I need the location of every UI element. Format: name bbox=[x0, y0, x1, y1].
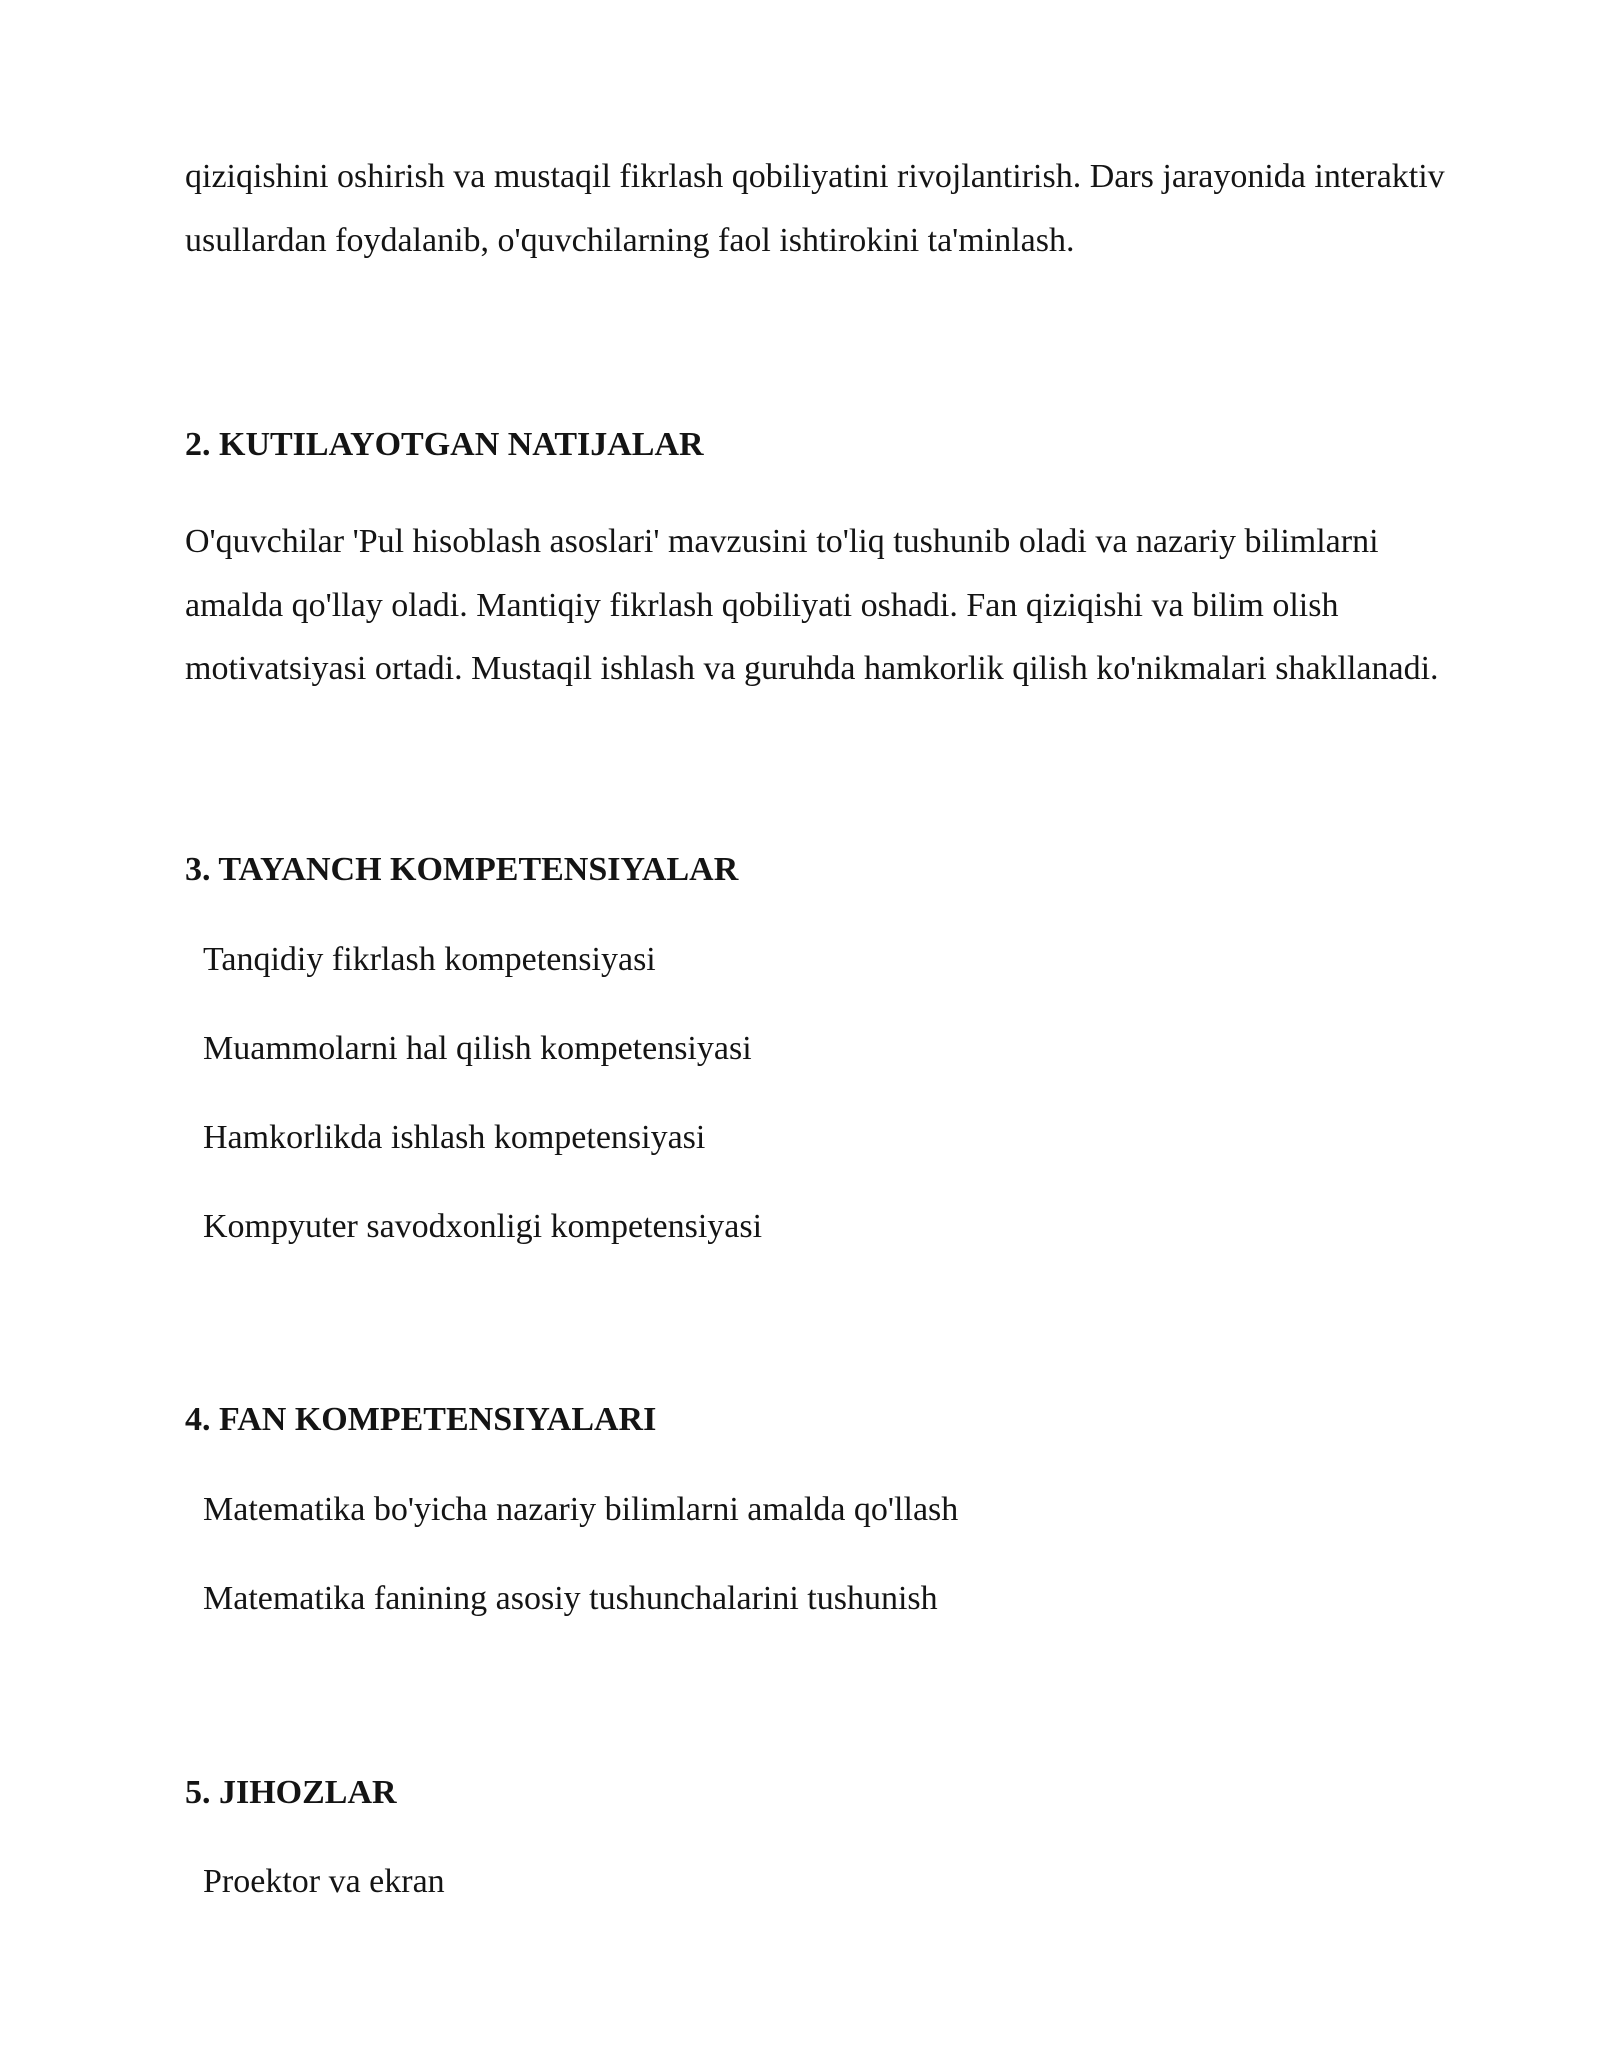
goal-paragraph: qiziqishini oshirish va mustaqil fikrlash qobiliyatini rivojlantirish. Dars jarayonida interaktiv usullardan foydalanib, o'quvchilarning faol ishtirokini ta'minlash. bbox=[185, 158, 1445, 259]
subject-competencies-list bbox=[185, 1490, 1445, 1619]
core-competencies-list bbox=[185, 940, 1445, 1247]
section-heading-equipment: 5. JIHOZLAR bbox=[185, 1773, 397, 1811]
list-item: Muammolarni hal qilish kompetensiyasi bbox=[203, 1029, 752, 1067]
list-item: Hamkorlikda ishlash kompetensiyasi bbox=[203, 1118, 706, 1156]
section-heading-core-competencies: 3. TAYANCH KOMPETENSIYALAR bbox=[185, 850, 739, 888]
section-heading-expected-results: 2. KUTILAYOTGAN NATIJALAR bbox=[185, 426, 704, 463]
list-item: Tanqidiy fikrlash kompetensiyasi bbox=[203, 940, 656, 978]
list-item: Proektor va ekran bbox=[203, 1862, 445, 1900]
document-page bbox=[185, 145, 1445, 1902]
section-heading-subject-competencies: 4. FAN KOMPETENSIYALARI bbox=[185, 1400, 657, 1438]
list-item: Matematika bo'yicha nazariy bilimlarni amalda qo'llash bbox=[203, 1490, 959, 1528]
list-item: Kompyuter savodxonligi kompetensiyasi bbox=[203, 1207, 763, 1245]
expected-results-paragraph: O'quvchilar 'Pul hisoblash asoslari' mavzusini to'liq tushunib oladi va nazariy bilimlarni amalda qo'llay oladi. Mantiqiy fikrlash qobiliyati oshadi. Fan qiziqishi va bilim olish motivatsiyasi ortadi. Mustaqil ishlash va guruhda hamkorlik qilish ko'nikmalari shakllanadi. bbox=[185, 523, 1439, 687]
list-item: Matematika fanining asosiy tushunchalarini tushunish bbox=[203, 1579, 938, 1617]
equipment-list bbox=[185, 1862, 1445, 1902]
